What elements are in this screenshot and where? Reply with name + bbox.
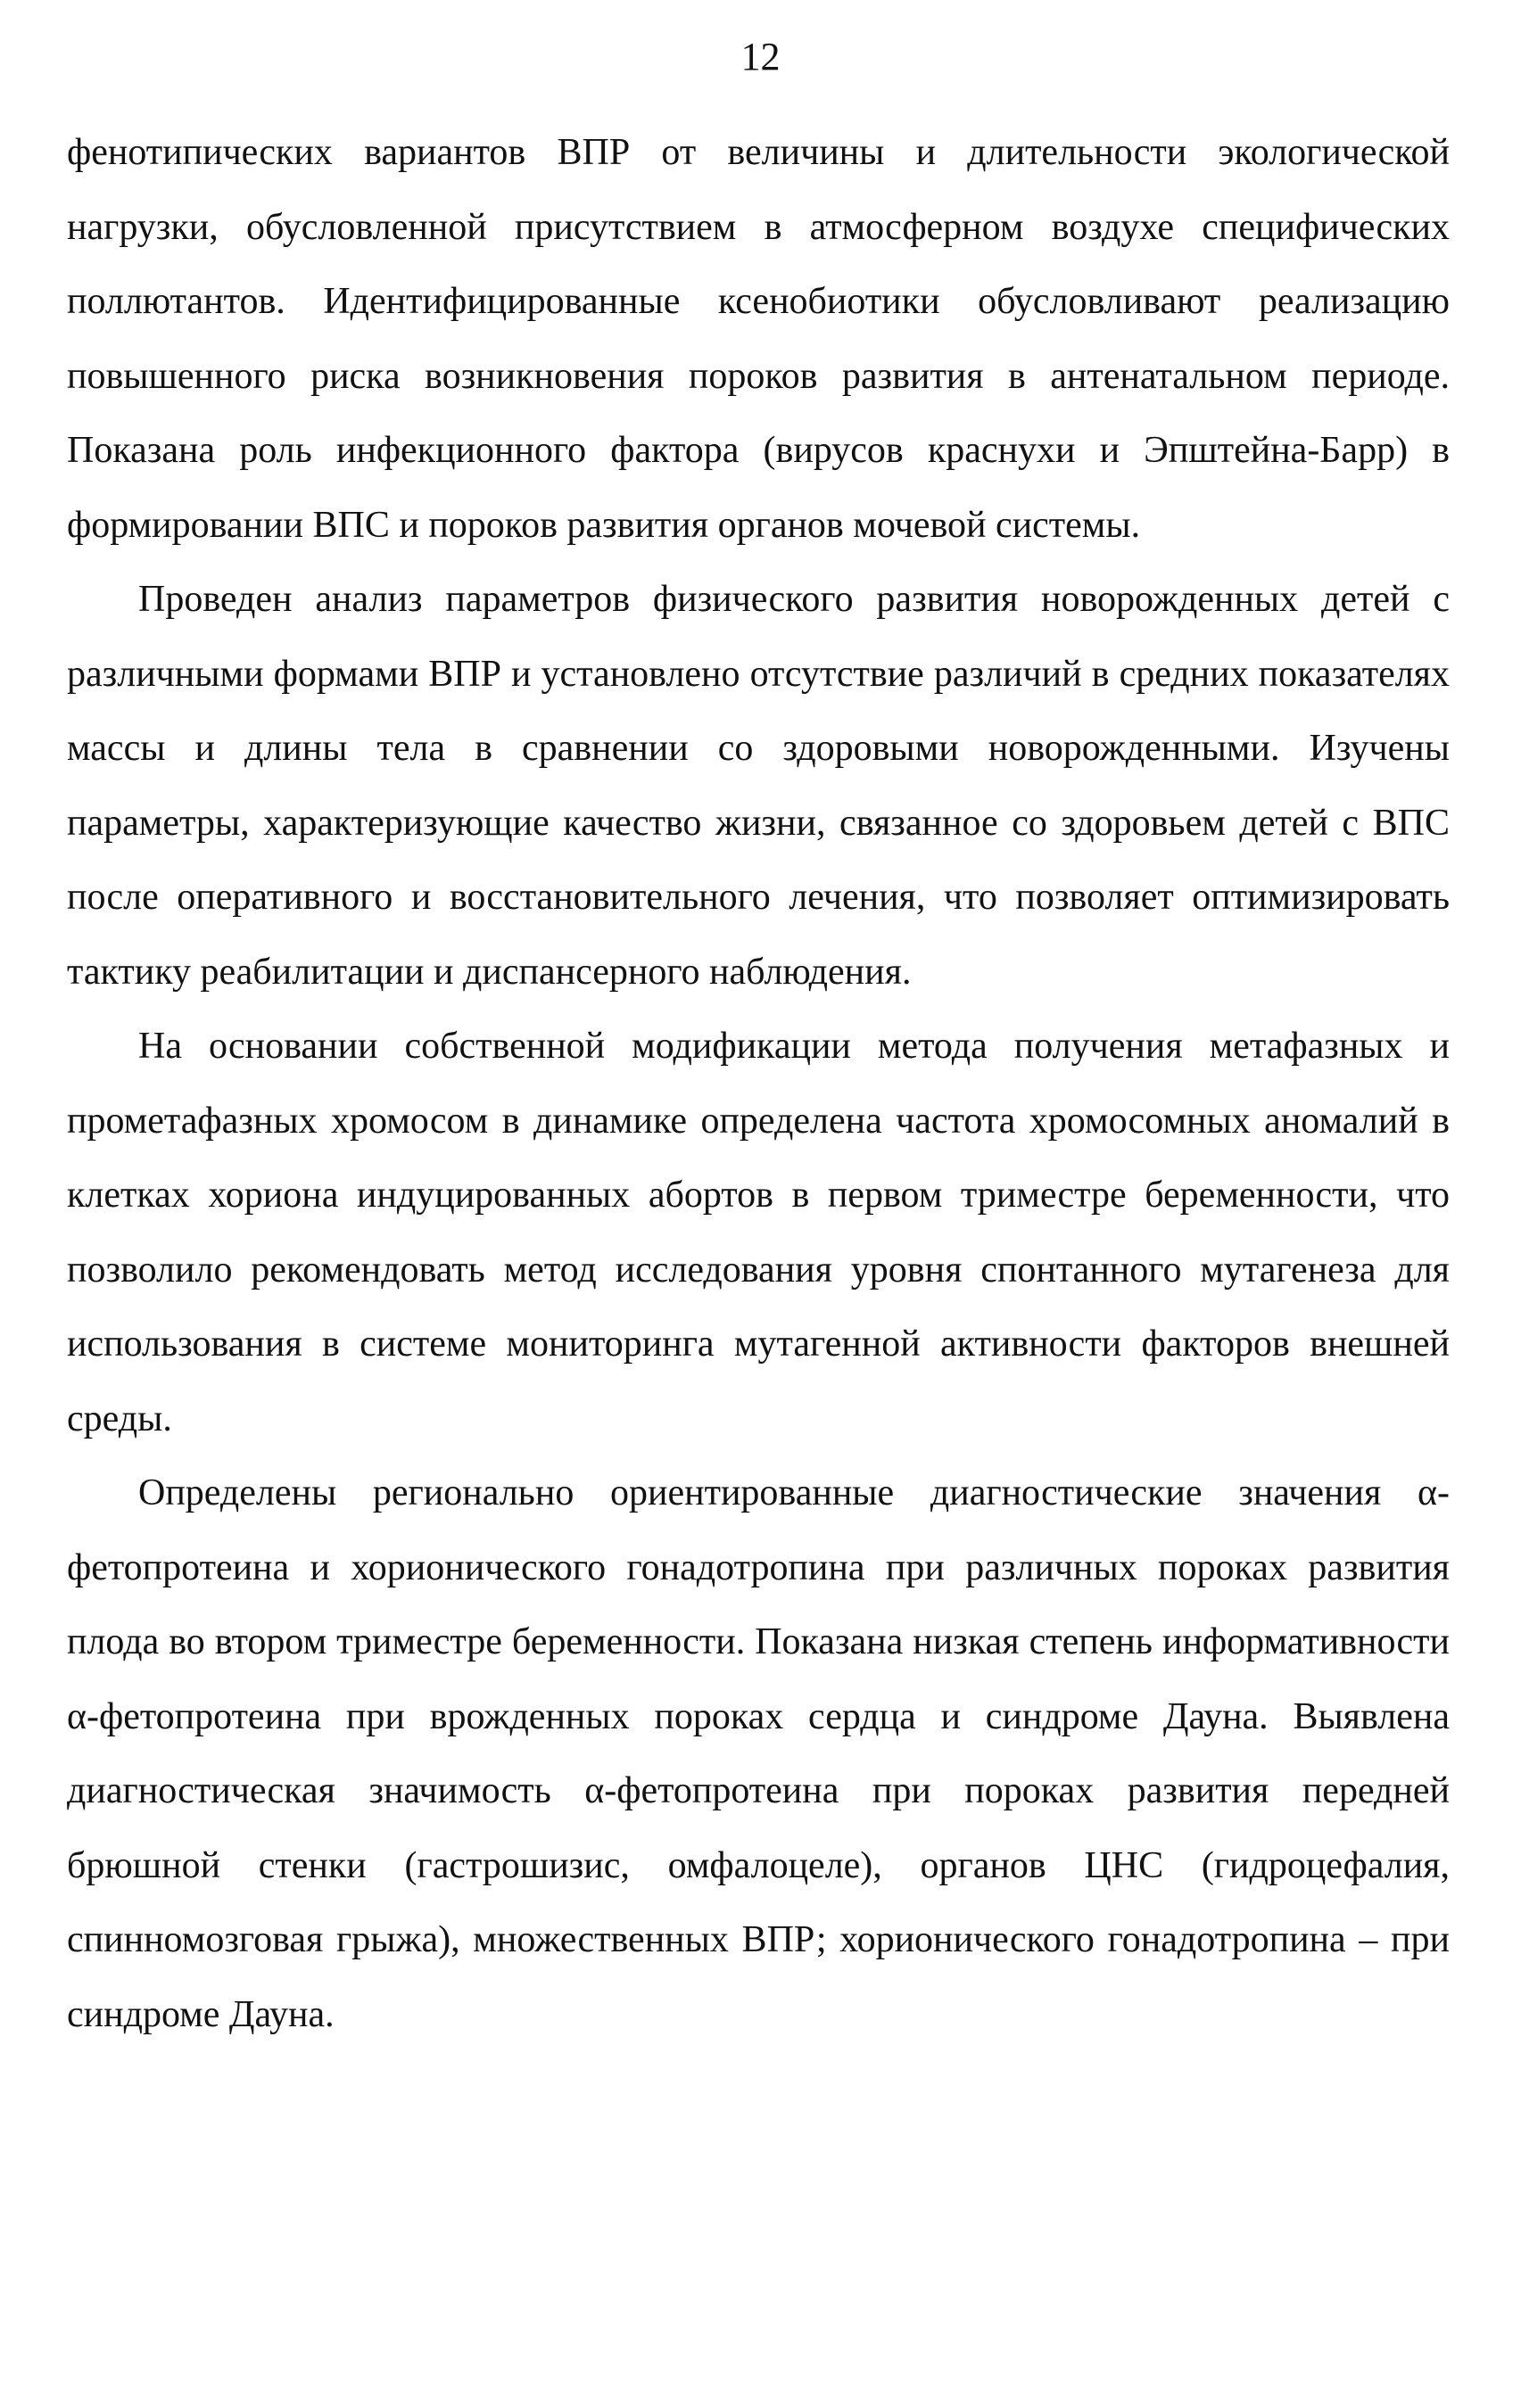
body-text: [67, 116, 1450, 2052]
paragraph-continuation: фенотипических вариантов ВПР от величины и длительности экологической нагрузки, обусловленной присутствием в атмосферном воздухе специфических поллютантов. Идентифицированные ксенобиотики обусловливают реализацию повышенного риска возникновения пороков развития в антенатальном периоде. Показана роль инфекционного фактора (вирусов краснухи и Эпштейна-Барр) в формировании ВПС и пороков развития органов мочевой системы.: [67, 132, 1450, 546]
paragraph-chromosome-analysis: На основании собственной модификации метода получения метафазных и прометафазных хромосом в динамике определена частота хромосомных аномалий в клетках хориона индуцированных абортов в первом триместре беременности, что позволило рекомендовать метод исследования уровня спонтанного мутагенеза для использования в системе мониторинга мутагенной активности факторов внешней среды.: [67, 1026, 1450, 1439]
paragraph-diagnostic-values: Определены регионально ориентированные диагностические значения α-фетопротеина и хорионического гонадотропина при различных пороках развития плода во втором триместре беременности. Показана низкая степень информативности α-фетопротеина при врожденных пороках сердца и синдроме Дауна. Выявлена диагностическая значимость α-фетопротеина при пороках развития передней брюшной стенки (гастрошизис, омфалоцеле), органов ЦНС (гидроцефалия, спинномозговая грыжа), множественных ВПР; хорионического гонадотропина – при синдроме Дауна.: [67, 1472, 1450, 2035]
paragraph-physical-development: Проведен анализ параметров физического развития новорожденных детей с различными формами ВПР и установлено отсутствие различий в средних показателях массы и длины тела в сравнении со здоровыми новорожденными. Изучены параметры, характеризующие качество жизни, связанное со здоровьем детей с ВПС после оперативного и восстановительного лечения, что позволяет оптимизировать тактику реабилитации и диспансерного наблюдения.: [67, 579, 1450, 993]
page-number: 12: [740, 35, 781, 78]
